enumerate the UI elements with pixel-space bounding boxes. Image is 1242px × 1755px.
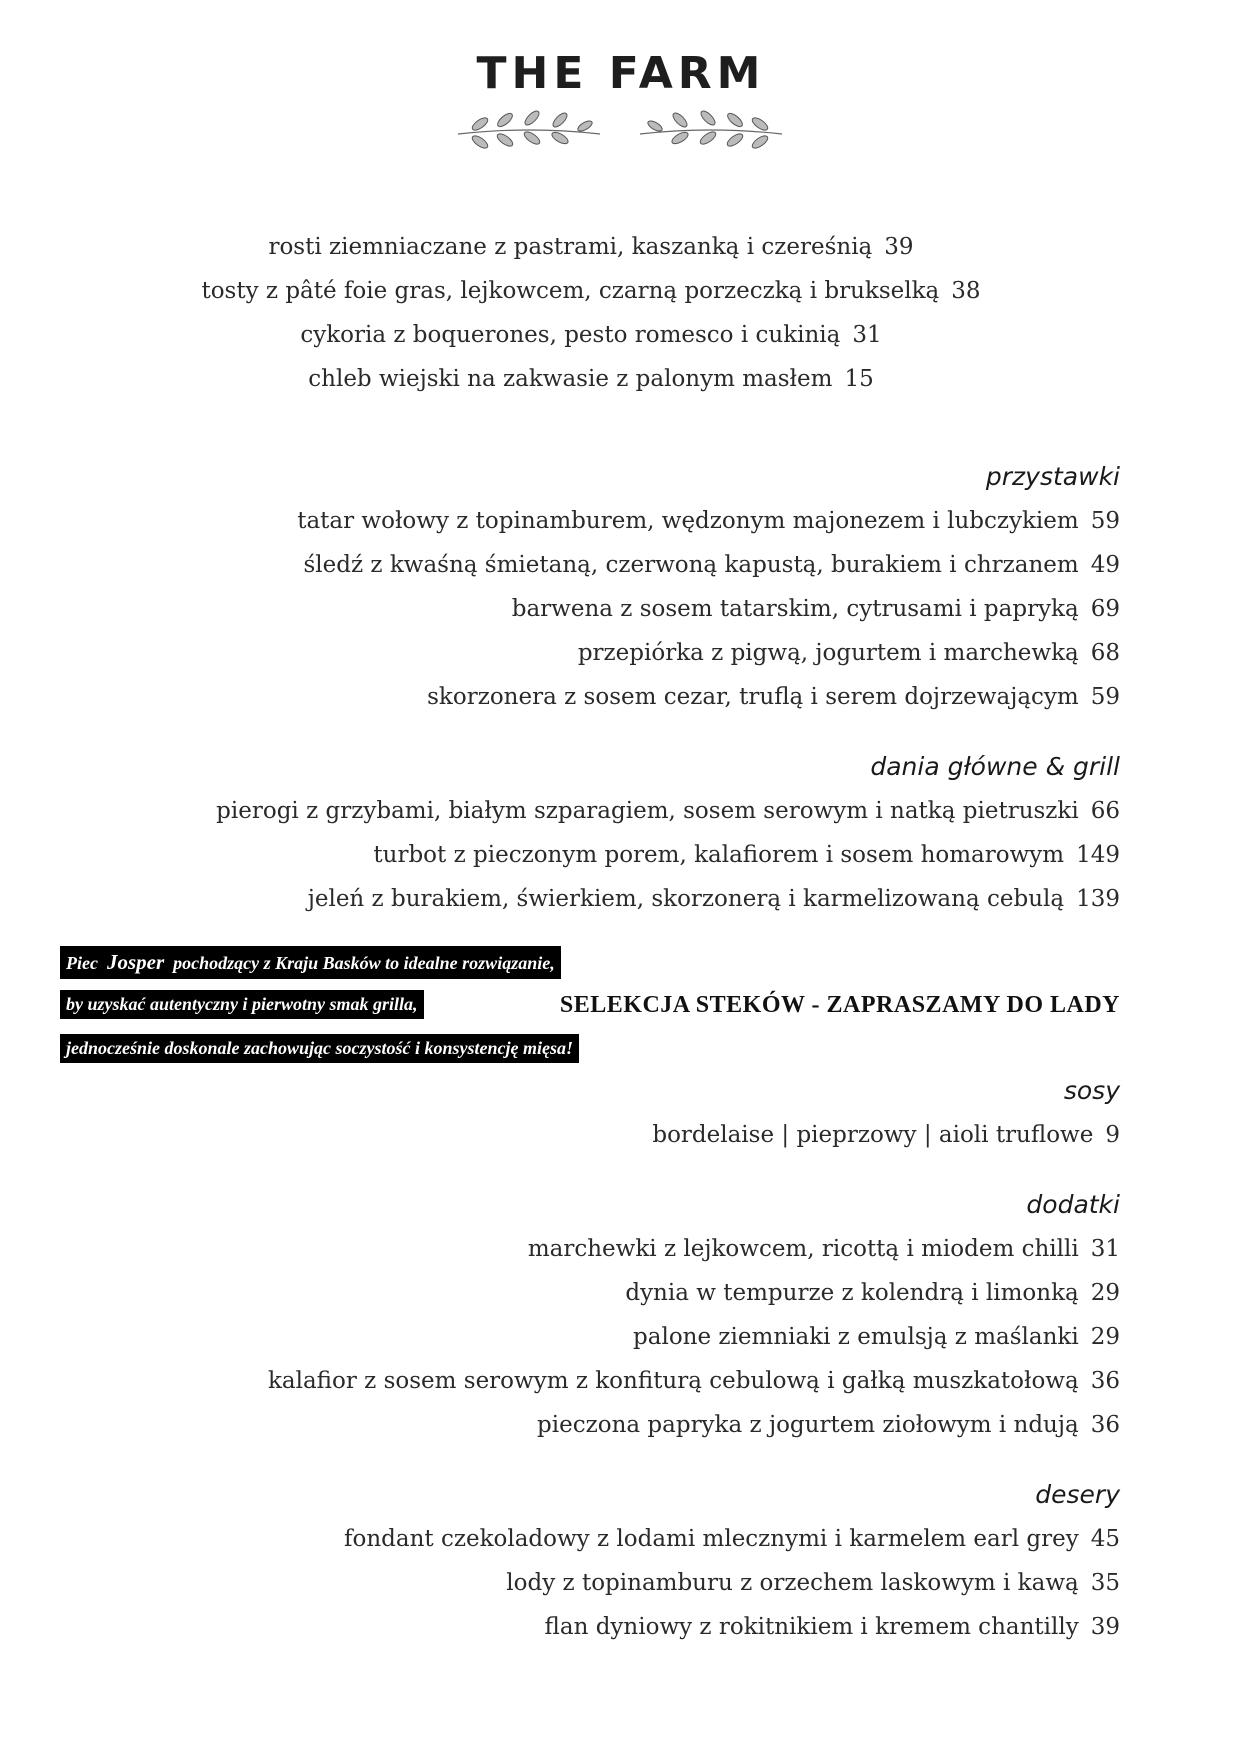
section-title-dodatki: dodatki: [1026, 1190, 1120, 1219]
menu-item: bordelaise | pieprzowy | aioli truflowe 9: [652, 1122, 1120, 1148]
restaurant-logo: THE FARM: [476, 48, 766, 99]
menu-item: pieczona papryka z jogurtem ziołowym i ndują 36: [537, 1412, 1120, 1438]
menu-item: pierogi z grzybami, białym szparagiem, sosem serowym i natką pietruszki 66: [216, 798, 1120, 824]
menu-item: rosti ziemniaczane z pastrami, kaszanką i czereśnią 39: [268, 234, 914, 260]
menu-item: fondant czekoladowy z lodami mlecznymi i karmelem earl grey 45: [343, 1526, 1120, 1552]
section-title-sosy: sosy: [1063, 1076, 1120, 1105]
menu-item: lody z topinamburu z orzechem laskowym i kawą 35: [506, 1570, 1120, 1596]
promo-line: by uzyskać autentyczny i pierwotny smak grilla,: [60, 990, 424, 1019]
section-title-desery: desery: [1035, 1480, 1120, 1509]
section-title-dania-glowne: dania główne & grill: [870, 752, 1120, 781]
laurel-ornament-icon: [450, 104, 790, 160]
menu-item: tosty z pâté foie gras, lejkowcem, czarną porzeczką i brukselką 38: [201, 278, 981, 304]
menu-item: marchewki z lejkowcem, ricottą i miodem chilli 31: [527, 1236, 1120, 1262]
menu-item: skorzonera z sosem cezar, truflą i serem dojrzewającym 59: [427, 684, 1120, 710]
menu-item: turbot z pieczonym porem, kalafiorem i sosem homarowym 149: [373, 842, 1120, 868]
menu-item: dynia w tempurze z kolendrą i limonką 29: [625, 1280, 1120, 1306]
menu-item: śledź z kwaśną śmietaną, czerwoną kapustą, burakiem i chrzanem 49: [303, 552, 1120, 578]
steaks-note: SELEKCJA STEKÓW - ZAPRASZAMY DO LADY: [559, 992, 1120, 1018]
menu-item: tatar wołowy z topinamburem, wędzonym majonezem i lubczykiem 59: [297, 508, 1120, 534]
menu-item: cykoria z boquerones, pesto romesco i cukinią 31: [300, 322, 882, 348]
menu-item: chleb wiejski na zakwasie z palonym masłem 15: [308, 366, 874, 392]
menu-item: przepiórka z pigwą, jogurtem i marchewką 68: [577, 640, 1120, 666]
section-title-przystawki: przystawki: [985, 462, 1120, 491]
promo-line: jednocześnie doskonale zachowując soczystość i konsystencję mięsa!: [60, 1034, 579, 1063]
menu-item: kalafior z sosem serowym z konfiturą cebulową i gałką muszkatołową 36: [267, 1368, 1120, 1394]
menu-item: jeleń z burakiem, świerkiem, skorzonerą i karmelizowaną cebulą 139: [307, 886, 1120, 912]
menu-item: flan dyniowy z rokitnikiem i kremem chantilly 39: [544, 1614, 1120, 1640]
menu-item: barwena z sosem tatarskim, cytrusami i papryką 69: [511, 596, 1120, 622]
menu-item: palone ziemniaki z emulsją z maślanki 29: [633, 1324, 1120, 1350]
promo-line: Piec Josper pochodzący z Kraju Basków to idealne rozwiązanie,: [60, 946, 561, 979]
